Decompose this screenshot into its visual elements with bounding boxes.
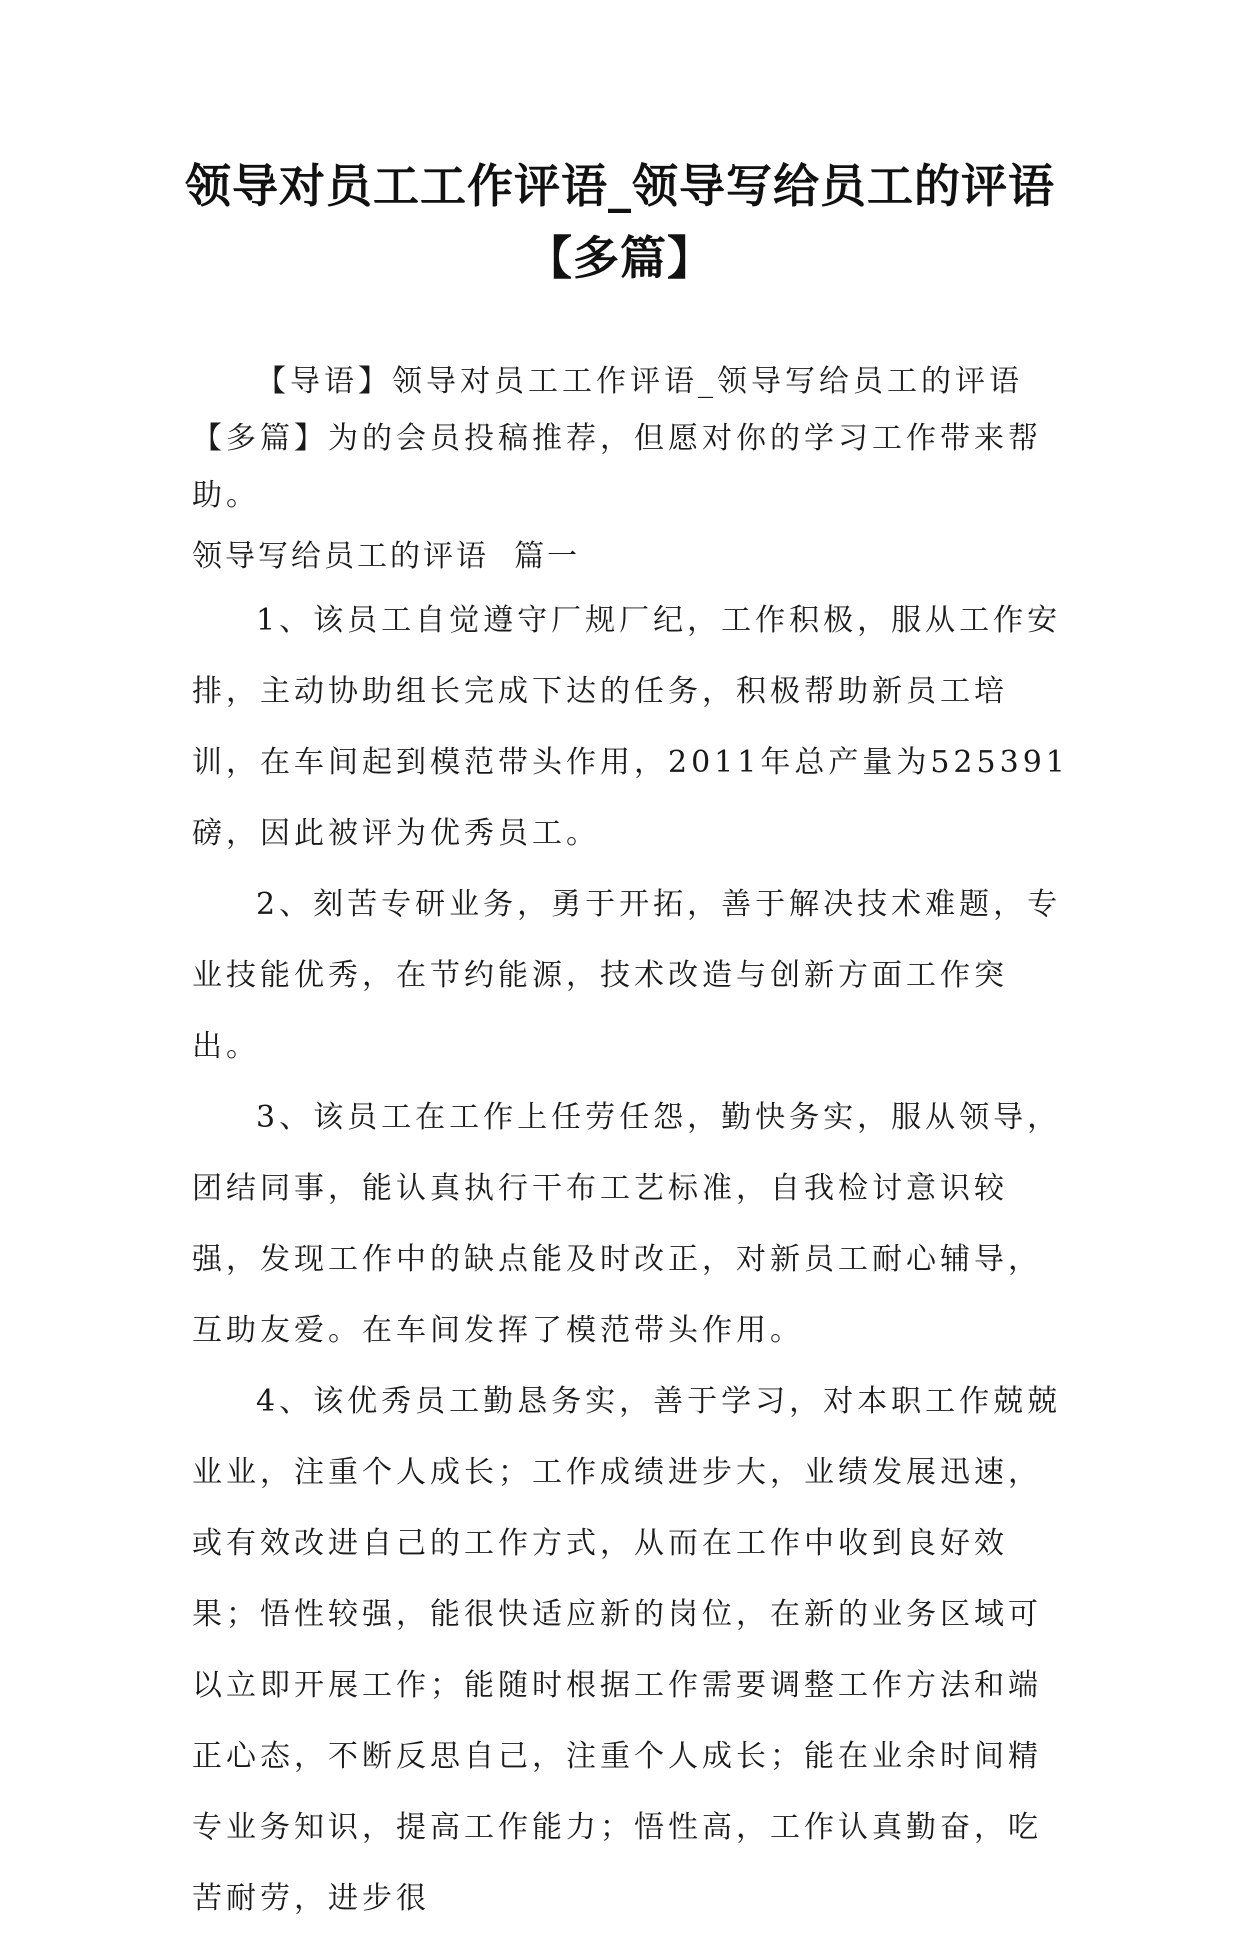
comment-item-4: 4、该优秀员工勤恳务实，善于学习，对本职工作兢兢业业，注重个人成长；工作成绩进步大，业绩发展迅速，或有效改进自己的工作方式，从而在工作中收到良好效果；悟性较强，能很快适应新的岗位，在新的业务区域可以立即开展工作；能随时根据工作需要调整工作方法和端正心态，不断反思自己，注重个人成长；能在业余时间精专业务知识，提高工作能力；悟性高，工作认真勤奋，吃苦耐劳，进步很	[192, 1384, 1062, 1916]
document-title	[180, 150, 1060, 294]
comment-item-3: 3、该员工在工作上任劳任怨，勤快务实，服从领导，团结同事，能认真执行干布工艺标准，自我检讨意识较强，发现工作中的缺点能及时改正，对新员工耐心辅导，互助友爱。在车间发挥了模范带头作用。	[192, 1100, 1062, 1348]
comment-list	[192, 585, 1072, 1934]
title-line-1: 领导对员工工作评语_领导写给员工的评语	[185, 159, 1055, 213]
title-line-2: 【多篇】	[526, 231, 714, 285]
intro-paragraph: 【导语】领导对员工工作评语_领导写给员工的评语【多篇】为的会员投稿推荐，但愿对你的学习工作带来帮助。	[192, 364, 1042, 513]
section-heading: 领导写给员工的评语 篇一	[192, 539, 581, 574]
comment-item-2: 2、刻苦专研业务，勇于开拓，善于解决技术难题，专业技能优秀，在节约能源，技术改造与创新方面工作突出。	[192, 887, 1062, 1064]
comment-item-1: 1、该员工自觉遵守厂规厂纪，工作积极，服从工作安排，主动协助组长完成下达的任务，积极帮助新员工培训，在车间起到模范带头作用，2011年总产量为525391磅，因此被评为优秀员工。	[192, 603, 1069, 851]
